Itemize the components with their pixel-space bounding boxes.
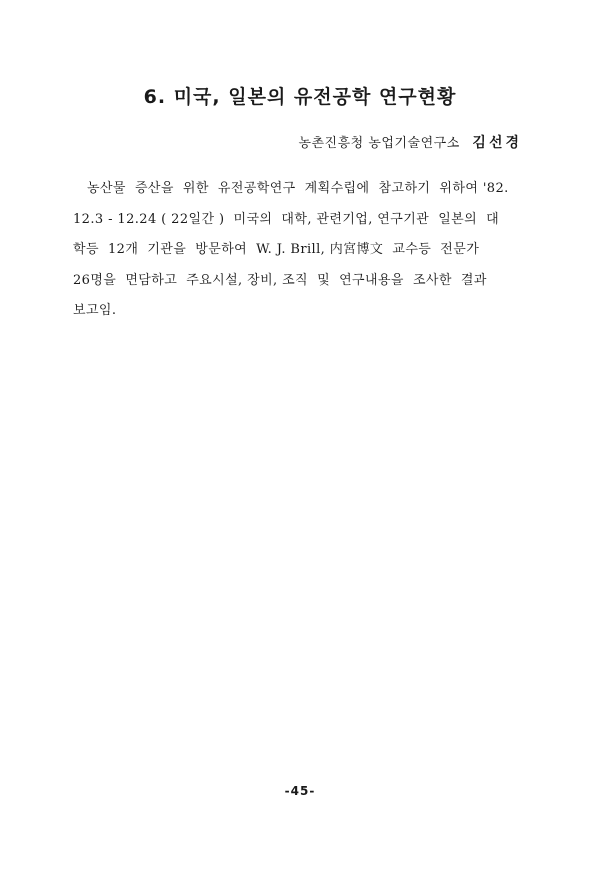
body-paragraph	[73, 174, 543, 327]
body-line: 26명을 면담하고 주요시설, 장비, 조직 및 연구내용을 조사한 결과	[73, 272, 487, 288]
body-line: 농산물 증산을 위한 유전공학연구 계획수립에 참고하기 위하여 '82.	[87, 181, 509, 196]
author-line	[298, 132, 522, 152]
body-line: 보고임.	[73, 303, 117, 318]
page-number: -45-	[284, 784, 316, 798]
author-affiliation: 농촌진흥청 농업기술연구소	[298, 136, 460, 151]
body-line: 학등 12개 기관을 방문하여 W. J. Brill, 内宮博文 교수등 전문가	[73, 242, 480, 257]
author-name: 김선경	[472, 135, 522, 151]
section-title: 6. 미국, 일본의 유전공학 연구현황	[143, 86, 457, 108]
body-line: 12.3 - 12.24 ( 22일간 ) 미국의 대학, 관련기업, 연구기관 일본의 대	[73, 211, 500, 227]
